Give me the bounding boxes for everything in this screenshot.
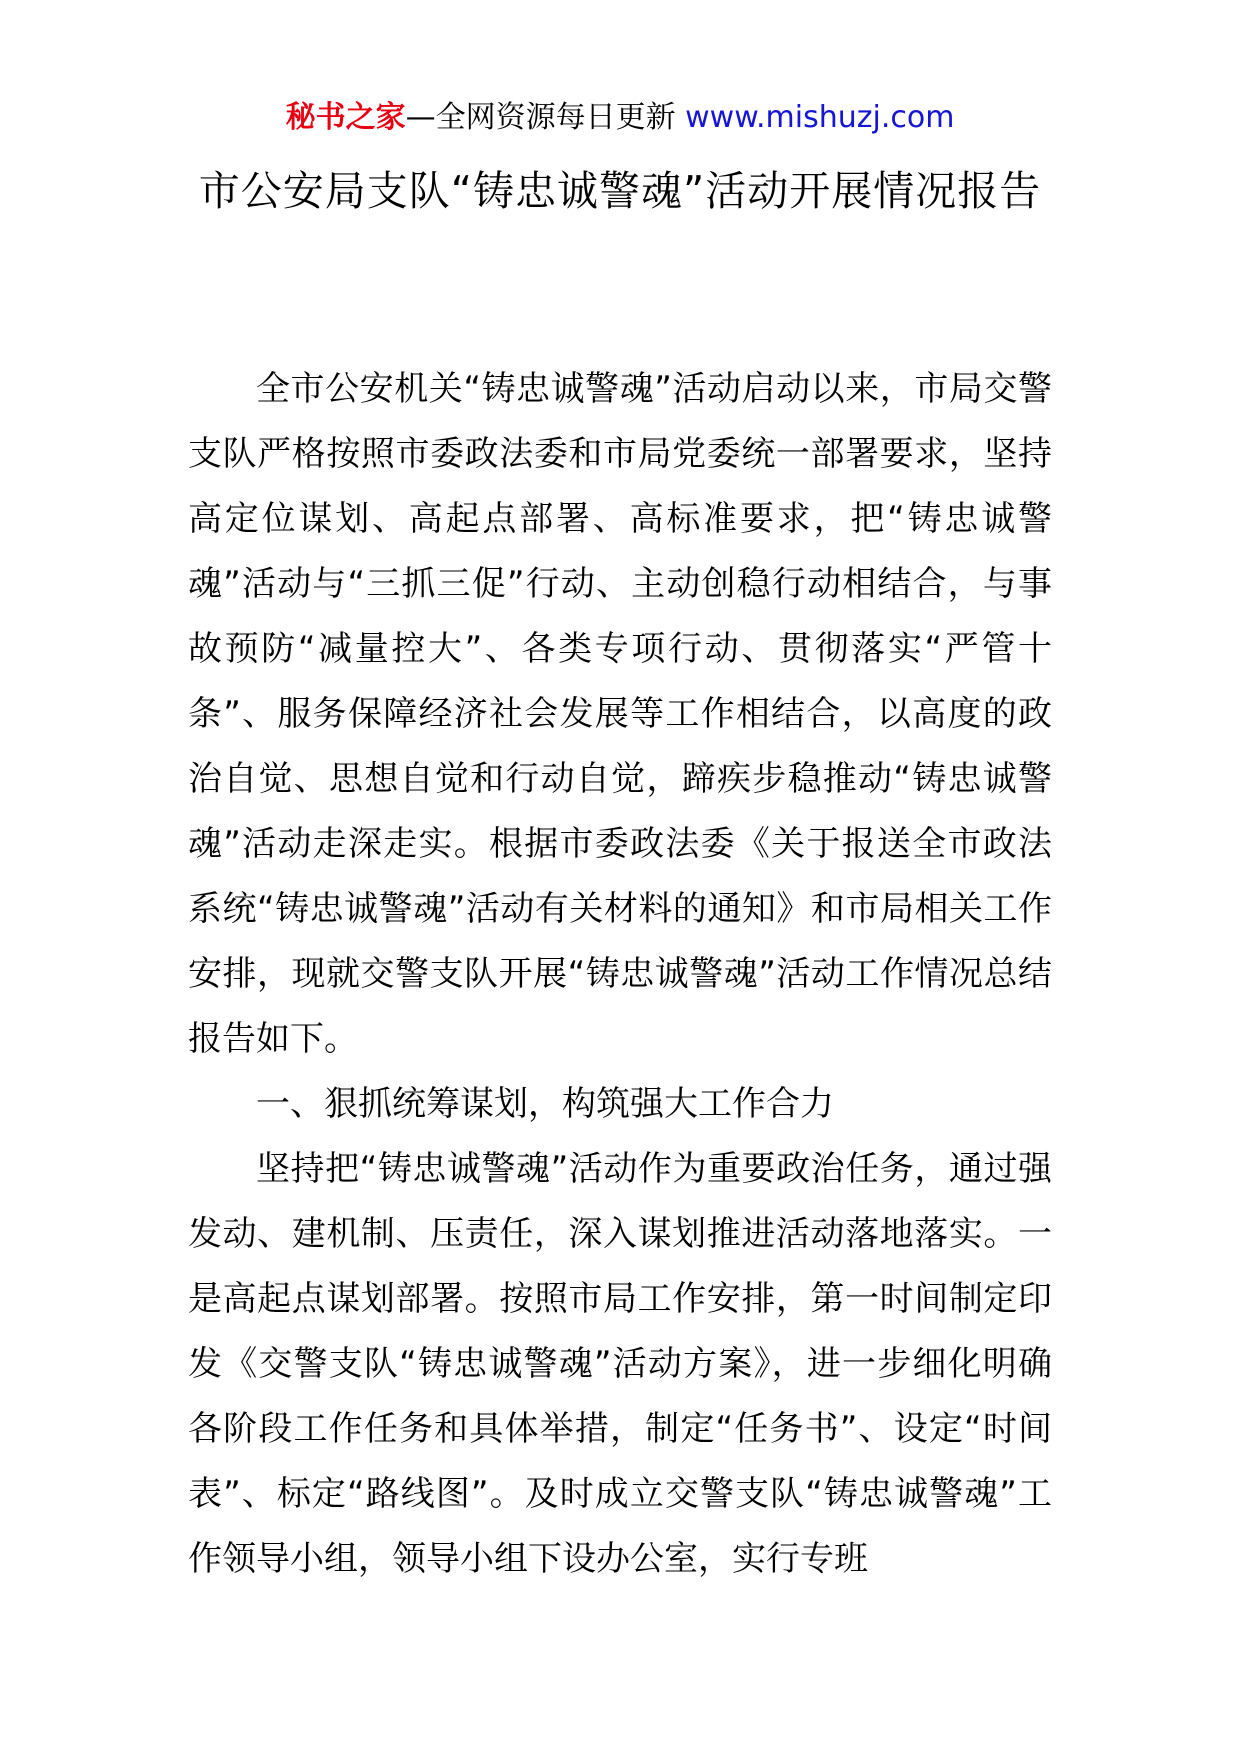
header-tagline: —全网资源每日更新 [405, 100, 686, 135]
document-body [188, 357, 1052, 1592]
page-header [0, 98, 1240, 138]
intro-paragraph: 全市公安机关“铸忠诚警魂”活动启动以来，市局交警支队严格按照市委政法委和市局党委统一部署要求，坚持高定位谋划、高起点部署、高标准要求，把“铸忠诚警魂”活动与“三抓三促”行动、主动创稳行动相结合，与事故预防“减量控大”、各类专项行动、贯彻落实“严管十条”、服务保障经济社会发展等工作相结合，以高度的政治自觉、思想自觉和行动自觉，蹄疾步稳推动“铸忠诚警魂”活动走深走实。根据市委政法委《关于报送全市政法系统“铸忠诚警魂”活动有关材料的通知》和市局相关工作安排，现就交警支队开展“铸忠诚警魂”活动工作情况总结报告如下。 [188, 369, 1052, 1059]
brand-name: 秘书之家 [285, 100, 406, 135]
website-link[interactable]: www.mishuzj.com [685, 100, 955, 135]
section-heading: 一、狠抓统筹谋划，构筑强大工作合力 [256, 1084, 834, 1124]
section-paragraph: 坚持把“铸忠诚警魂”活动作为重要政治任务，通过强发动、建机制、压责任，深入谋划推进活动落地落实。一是高起点谋划部署。按照市局工作安排，第一时间制定印发《交警支队“铸忠诚警魂”活动方案》，进一步细化明确各阶段工作任务和具体举措，制定“任务书”、设定“时间表”、标定“路线图”。及时成立交警支队“铸忠诚警魂”工作领导小组，领导小组下设办公室，实行专班 [188, 1149, 1052, 1579]
document-title: 市公安局支队“铸忠诚警魂”活动开展情况报告 [198, 167, 1042, 215]
